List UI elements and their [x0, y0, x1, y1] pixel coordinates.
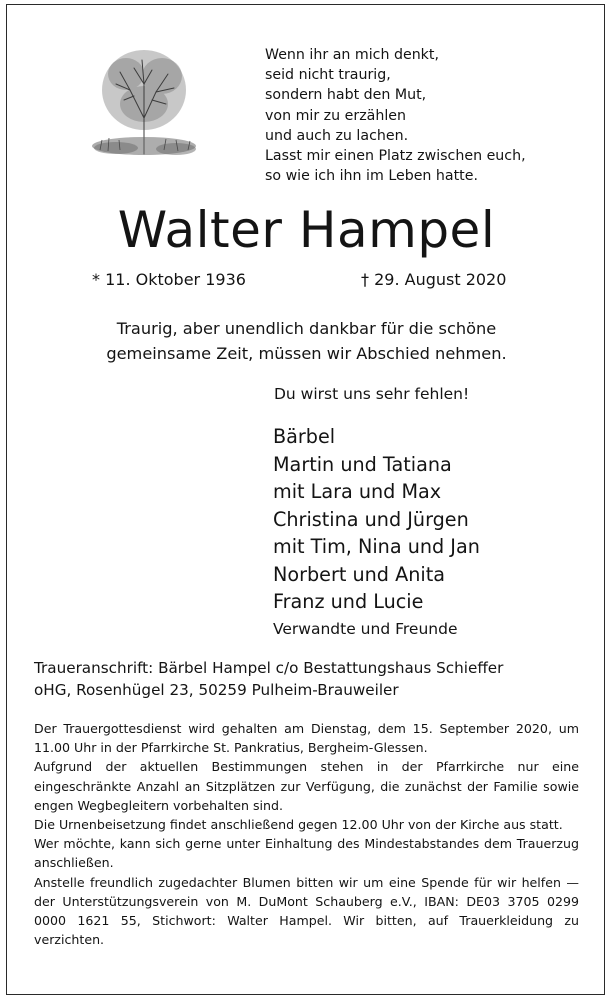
mourner-name: Christina und Jürgen: [273, 507, 469, 531]
poem: [265, 45, 526, 186]
mourner-name: Bärbel: [273, 425, 336, 448]
intro-line: gemeinsame Zeit, müssen wir Abschied nehmen.: [106, 344, 507, 363]
birth-date: * 11. Oktober 1936: [92, 270, 246, 289]
death-date: † 29. August 2020: [361, 270, 507, 289]
tree-illustration: [86, 34, 204, 166]
poem-line: sondern habt den Mut,: [265, 87, 427, 104]
info-paragraph: Anstelle freundlich zugedachter Blumen bitten wir um eine Spende für wir helfen — der Unterstützungsverein von M. DuMont Schauberg e.V., IBAN: DE03 3705 0299 0000 1621 55, Stichwort: Walter Hampel. Wir bitten, auf Trauerkleidung zu verzichten.: [34, 874, 579, 948]
mourner-name: mit Tim, Nina und Jan: [273, 535, 480, 558]
relatives-line: Verwandte und Freunde: [273, 620, 458, 638]
deceased-name: Walter Hampel: [117, 201, 496, 259]
poem-line: und auch zu lachen.: [265, 127, 409, 144]
poem-line: Lasst mir einen Platz zwischen euch,: [265, 148, 526, 165]
intro-text: [0, 316, 613, 366]
farewell-line: Du wirst uns sehr fehlen!: [274, 385, 470, 403]
mourner-name: Martin und Tatiana: [273, 452, 452, 476]
address-line: oHG, Rosenhügel 23, 50259 Pulheim-Brauweiler: [34, 681, 399, 699]
mourner-name: Norbert und Anita: [273, 562, 445, 586]
info-paragraph: Aufgrund der aktuellen Bestimmungen stehen in der Pfarrkirche nur eine eingeschränkte Anzahl an Sitzplätzen zur Verfügung, die zunächst der Familie sowie engen Wegbegleitern vorbehalten sind.: [34, 759, 579, 813]
info-paragraph: Wer möchte, kann sich gerne unter Einhaltung des Mindestabstandes dem Trauerzug anschließen.: [34, 836, 579, 871]
mourning-address: [34, 657, 579, 701]
info-paragraph: Die Urnenbeisetzung findet anschließend gegen 12.00 Uhr von der Kirche aus statt.: [34, 817, 563, 833]
service-information: [34, 719, 579, 949]
address-line: Traueranschrift: Bärbel Hampel c/o Bestattungshaus Schieffer: [34, 659, 504, 677]
poem-line: Wenn ihr an mich denkt,: [265, 47, 439, 63]
info-paragraph: Der Trauergottesdienst wird gehalten am Dienstag, dem 15. September 2020, um 11.00 Uhr in der Pfarrkirche St. Pankratius, Bergheim-Glessen.: [34, 721, 579, 756]
poem-line: seid nicht traurig,: [265, 67, 391, 84]
poem-line: so wie ich ihn im Leben hatte.: [265, 168, 478, 185]
poem-line: von mir zu erzählen: [265, 107, 406, 124]
intro-line: Traurig, aber unendlich dankbar für die schöne: [116, 319, 497, 338]
mourners-list: [273, 423, 480, 616]
mourner-name: Franz und Lucie: [273, 590, 424, 613]
mourner-name: mit Lara und Max: [273, 480, 442, 503]
